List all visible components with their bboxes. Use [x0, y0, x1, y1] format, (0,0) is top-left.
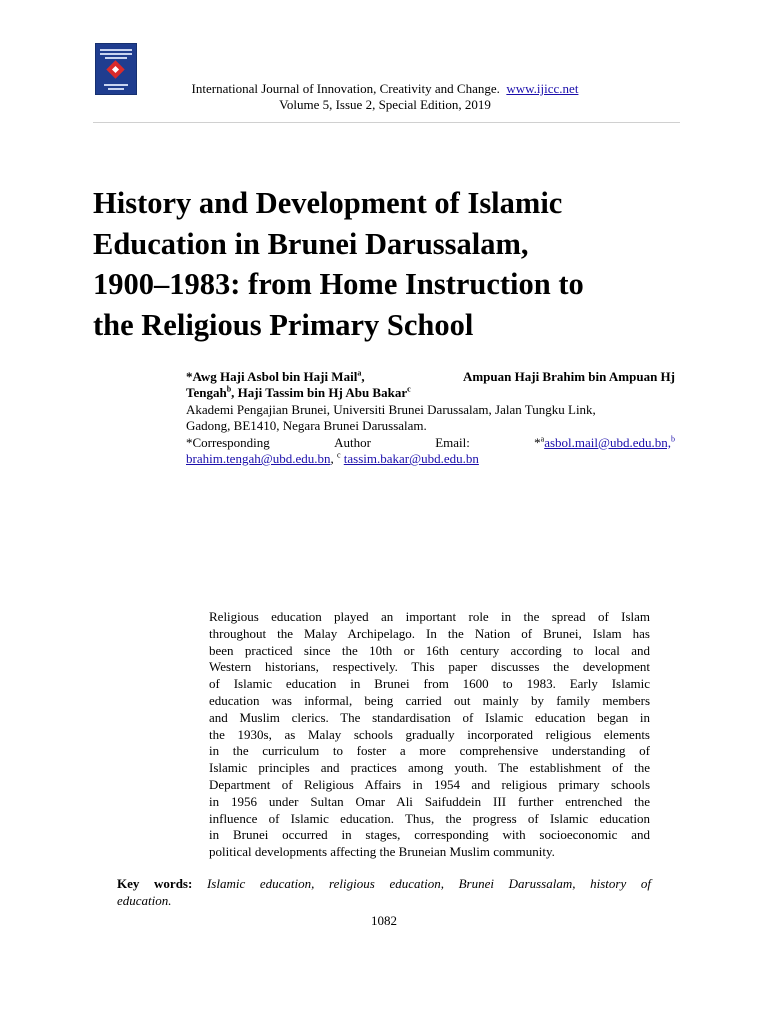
title-line: the Religious Primary School [93, 307, 474, 342]
abstract-line: Department of Religious Affairs in 1954 and religious primary schools [209, 776, 650, 792]
journal-logo [95, 43, 137, 95]
corresponding-label: Author [334, 434, 371, 450]
abstract-line: influence of Islamic education. Thus, the progress of Islamic education [209, 810, 650, 826]
logo-text-line [100, 49, 132, 51]
abstract-line: the 1930s, as Malay schools gradually incorporated religious elements [209, 726, 650, 742]
header-divider [93, 122, 680, 123]
affiliation-marker: b [671, 434, 675, 444]
affiliation-marker: b [226, 385, 232, 395]
affiliation-line: Akademi Pengajian Brunei, Universiti Brunei Darussalam, Jalan Tungku Link, [186, 401, 596, 417]
author-name: *Awg Haji Asbol bin Haji Mail [186, 369, 358, 384]
author-name: Haji Tassim bin Hj Abu Bakar [237, 385, 408, 401]
corresponding-mark: * [534, 434, 541, 450]
author-block [186, 369, 675, 467]
logo-text-line [100, 53, 132, 55]
journal-name: International Journal of Innovation, Creativity and Change. [191, 81, 500, 96]
corresponding-email-line [186, 435, 675, 451]
email-link-a[interactable]: asbol.mail@ubd.edu.bn, [544, 434, 671, 450]
separator: , [361, 369, 365, 384]
abstract-line: Religious education played an important role in the spread of Islam [209, 609, 650, 624]
author-line-2 [186, 385, 675, 401]
corresponding-label: *Corresponding [186, 434, 270, 450]
affiliation-marker: c [407, 385, 411, 395]
affiliation-marker: a [540, 434, 545, 444]
keywords-line [117, 893, 651, 910]
abstract-line: education was informal, being carried out mainly by family members [209, 692, 650, 708]
corresponding-label: Email: [435, 434, 470, 450]
author-line-1 [186, 369, 675, 385]
affiliation-line: Gadong, BE1410, Negara Brunei Darussalam. [186, 418, 427, 434]
abstract [209, 609, 650, 861]
author-name: Ampuan Haji Brahim bin Ampuan Hj [462, 369, 675, 384]
abstract-line: been practiced since the 10th or 16th century according to local and [209, 642, 650, 658]
email-link-c[interactable]: tassim.bakar@ubd.edu.bn [343, 451, 479, 467]
abstract-line: Islamic principles and practices among youth. The establishment of the [209, 760, 650, 776]
email-line-2 [186, 451, 675, 467]
abstract-line: of Islamic education in Brunei from 1600 to 1983. Early Islamic [209, 676, 650, 692]
logo-text-line [104, 84, 128, 86]
keywords-text: Islamic education, religious education, Brunei Darussalam, history of [206, 876, 651, 891]
abstract-line: throughout the Malay Archipelago. In the Nation of Brunei, Islam has [209, 625, 650, 641]
running-header [150, 81, 620, 113]
abstract-line: in the curriculum to foster a more comprehensive understanding of [209, 743, 650, 759]
abstract-line: in Brunei occurred in stages, corresponding with socioeconomic and [209, 827, 650, 843]
volume-line: Volume 5, Issue 2, Special Edition, 2019 [279, 97, 491, 112]
abstract-line: Western historians, respectively. This paper discusses the development [209, 659, 650, 675]
logo-text-line [105, 57, 127, 59]
author-name: Tengah [186, 385, 227, 401]
abstract-line: political developments affecting the Bruneian Muslim community. [209, 844, 555, 860]
title-line: History and Development of Islamic [93, 186, 563, 220]
paper-title [93, 183, 693, 345]
affiliation-marker: c [336, 450, 341, 460]
keywords-line [117, 876, 651, 893]
separator: , [231, 385, 235, 401]
abstract-line: and Muslim clerics. The standardisation of Islamic education began in [209, 709, 650, 725]
journal-url-link[interactable]: www.ijicc.net [506, 81, 579, 96]
title-line: Education in Brunei Darussalam, [93, 226, 529, 261]
keywords-text: education. [117, 892, 172, 908]
logo-text-line [108, 88, 124, 90]
abstract-line: in 1956 under Sultan Omar Ali Saifuddein III further entrenched the [209, 793, 650, 809]
affiliation-marker: a [357, 368, 362, 378]
header-journal-line [150, 81, 620, 97]
keywords-label: Key words: [117, 876, 193, 891]
email-link-b[interactable]: brahim.tengah@ubd.edu.bn [186, 451, 331, 467]
separator: , [330, 451, 334, 467]
page-number: 1082 [371, 913, 397, 928]
keywords [117, 876, 651, 909]
title-line: 1900–1983: from Home Instruction to [93, 267, 584, 301]
